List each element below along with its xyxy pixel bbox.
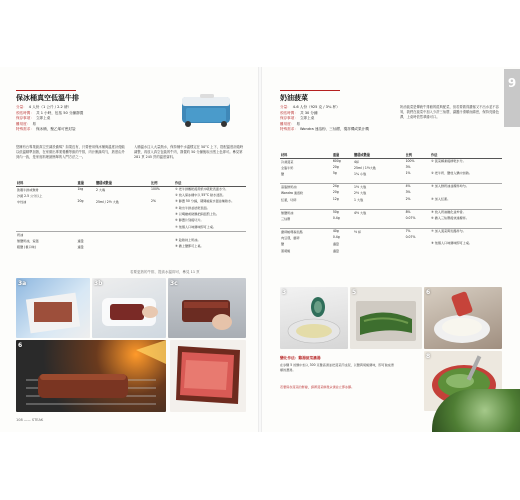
table-cell: 50g [332,210,353,216]
method-step: ⑤ 放入奶油融化並炒香。 [430,210,502,216]
table-cell: 4杯 [354,159,360,164]
table-cell: 磨碎帕瑪森乳酪 [280,229,332,235]
step-photo-3c [168,278,246,338]
column-header: 作法 [174,180,246,186]
left-page [0,67,258,432]
sliced-steak-photo [170,340,246,412]
step-photo-3 [280,287,348,349]
step-photo-3b [92,278,166,338]
table-cell: 0.4g [332,215,340,220]
recipe-title: 奶油菠菜 [280,94,308,102]
method-step: ③ 加入鮮奶油並攪拌均勻。 [430,184,502,190]
method-step: ② 放入保冰桶中以 55°C 熱水浸泡。 [175,192,226,197]
step-label: 3 [282,289,287,296]
method-step: ⑧ 依個人口味調味即可上桌。 [431,241,472,246]
meta-key: 預估時間： [16,110,34,115]
meta-value: 保冰桶，聚乙烯可密封袋 [35,127,76,132]
table-cell: 20g [332,164,339,169]
table-cell: 20g [332,190,339,195]
table-cell: 0.4g [332,235,340,240]
table-cell: 全脂牛奶 [281,165,294,170]
meta-value: 易 [296,121,300,126]
meta-value: 易 [32,121,36,126]
tip-text: 若要保存菠菜的鮮綠，請將菠菜稍微汆燙並立即冰鎮。 [280,385,355,389]
table-cell: Wondra 速溶粉 [281,191,304,196]
intro-paragraph-2: 入桶溫水注入大量熱水，保持桶中水溫穩定在 50°C 上下，搭配溫度計隨時調整，再放入真空包裝的牛肉，靜置約 50 分鐘後取出煎上色即可。參見第 281 頁 245 頁的溫度資料。 [134,145,244,160]
method-step: ⑦ 加入菠菜與乳酪拌勻。 [430,229,502,235]
table-cell: 適量 [77,238,84,243]
meta-value: Wondra 速溶粉、三仙膠，攪拌機或果汁機 [299,127,369,132]
method-step [430,248,502,254]
table-cell: 高脂鮮奶油 [280,184,332,190]
meta-key: 保存事項： [280,116,298,121]
step-label: 8 [426,353,431,360]
page-folio: 108 —— STEAK [16,418,44,422]
meta-value: 共 30 分鐘 [299,110,318,115]
table-cell: 1½ 大匙 [353,184,405,190]
meta-value: 共 1 小時，包括 50 分鐘靜置 [35,110,84,115]
meta-row [16,127,83,133]
table-cell: 1¼ 小匙 [354,172,367,177]
recipe-meta [16,105,83,133]
method-step: ③ 靜置 50 分鐘，期間檢查水溫並補熱水。 [175,199,235,204]
column-header: 比例 [405,152,430,158]
meta-row [280,127,369,133]
method-step: ⑧ 趁熱抹上奶油。 [175,237,201,242]
table-cell: 奶油 [16,231,77,237]
table-cell: 12g [332,196,339,201]
meta-key: 特殊需求： [16,127,34,132]
table-cell: 8% [405,210,430,216]
table-cell: 20g [77,199,84,204]
meta-key: 難易度： [280,121,295,126]
method-step: ④ 取出牛排並拭乾表面。 [175,205,210,210]
meta-key: 預估時間： [280,110,298,115]
column-header: 材料 [16,180,77,186]
table-cell: 0.07% [405,215,416,220]
step-label: 5 [352,289,357,296]
column-header: 重量 [77,180,95,186]
method-step: ① 把牛排擦乾後用紙巾吸乾表面水分。 [175,186,229,191]
table-cell [353,248,405,254]
table-cell: 3% [405,164,411,169]
step-label: 3c [170,280,178,287]
method-step: ④ 加入紅蔥。 [431,196,451,201]
title-rule [16,90,76,91]
method-step: ② 把牛奶、鹽放入鍋中加熱。 [431,171,472,176]
variation-text: 在步驟 5 的鍋中加入 300 克雞高湯並把菠菜打成泥，以鹽與胡椒調味，即可做成滑順的濃湯。 [280,363,394,372]
meta-value: 立即上桌 [299,116,315,121]
step-label: 3b [94,280,103,287]
table-cell: 1% [405,171,411,176]
column-header: 作法 [430,152,502,158]
intro-paragraph-1: 您擁有台專業級真空烹調設備嗎？如果沒有，只要使用保冰桶與溫度計便能以低溫精準加熱，在家做出專業餐廳等級的牛排，肉汁飽滿均勻，熟度由外到內一致，是家庭料理最簡單的入門方法之一。 [16,145,125,160]
table-row [16,244,246,250]
meta-key: 分量： [16,105,27,109]
table-cell: 適量 [77,244,84,249]
recipe-meta [280,105,369,133]
table-cell: 100% [151,186,160,191]
method-step: ⑤ 以噴槍或熱鍋把兩面煎上色。 [175,211,219,216]
step-photo-5 [350,287,422,349]
variation-heading: 變化作法：雞湯菠菜濃湯 [280,356,321,360]
table-cell: 100% [405,158,415,163]
column-header: 體積或數量 [353,152,405,158]
table-cell: 粗鹽 (視口味) [17,244,36,249]
intro-paragraph: 奶油菠菜是傳統牛排館的經典配菜，但若要做得濃郁又不出水並不容易，我們在菠菜中加入少許三仙膠，讓醬汁滑順而綿密，保持亮綠色澤，上桌時依然翠綠可口。 [400,105,499,120]
table-cell: 適量 [332,242,340,247]
ingredient-table [280,152,502,254]
cooler-photo [178,91,236,129]
table-cell: 2% [405,196,411,201]
method-step: ① 菠菜解凍後擠乾水分。 [431,158,466,163]
table-cell: 0.07% [405,235,416,240]
method-step: ⑥ 撒入三仙膠後快速攪拌。 [431,215,469,220]
meta-key: 難易度： [16,121,31,126]
column-header: 體積或數量 [95,180,150,186]
step-photo-6 [424,287,502,349]
step-label: 6 [426,289,431,296]
table-cell: 24g [332,184,353,190]
step-photo-6 [16,340,166,412]
table-cell: 無鹽奶油，室溫 [17,238,39,243]
column-header: 重量 [332,152,353,158]
table-cell: 2 大塊 [95,187,106,192]
table-cell: 無鹽奶油 [280,210,332,216]
table-cell: 4½ 大匙 [353,210,405,216]
recipe-title: 保冰桶真空低溫牛排 [16,94,79,102]
table-cell: 25ml / 2½ 大匙 [95,200,119,205]
table-cell: 紅蔥，切碎 [281,197,297,202]
table-cell: 黑胡椒 [281,248,291,253]
table-cell: 冷凍菠菜 [281,159,294,164]
table-cell: 5g [332,171,337,176]
title-rule [280,90,340,91]
table-cell: 鹽 [281,242,285,247]
step-label: 6 [18,342,23,349]
meta-value: 4-6 人份（925 克 / 3¾ 杯） [292,105,340,109]
table-cell: 4% [405,184,430,190]
table-cell [95,244,150,250]
column-header: 比例 [150,180,174,186]
meta-key: 保存事項： [16,116,34,121]
meta-value: 4 人份（1 公斤 / 2.2 磅） [28,105,72,109]
meta-value: 立即上桌 [35,116,51,121]
table-cell: 三仙膠 [281,216,291,221]
table-cell: 3% [405,190,411,195]
step-label: 3a [18,280,27,287]
table-cell: 鹽 [281,172,285,177]
table-cell: 沙朗 2.5 公分以上 [17,193,43,198]
column-header: 材料 [280,152,332,158]
table-cell: 肋眼牛排或無骨 [17,187,39,192]
method-step: ⑨ 撒上鹽即可上桌。 [175,243,204,248]
method-step: ⑥ 靜置片刻後切片。 [175,218,204,223]
table-cell: 2% [151,199,156,204]
table-cell: 2½ 大匙 [354,191,367,196]
table-cell: 1kg [77,186,84,191]
ingredient-table [16,180,246,250]
table-note: 若要更熟的牛排，提高水溫即可，參見 11 頁 [130,270,200,274]
table-cell: 1 大匙 [354,197,364,202]
step-photo-3a [16,278,90,338]
table-row [280,248,502,254]
table-cell: 25ml / 1½大匙 [354,165,377,170]
table-cell: 適量 [332,248,340,253]
method-step: ⑦ 依個人口味調味即可上桌。 [175,224,216,229]
meta-key: 特殊需求： [280,127,298,132]
table-cell: 40g [332,229,353,235]
table-cell: 中性油 [17,200,27,205]
chapter-tab: 9 [504,69,520,127]
right-page [262,67,520,432]
table-cell [405,248,430,254]
table-cell [150,244,174,250]
table-cell: 600g [332,158,341,163]
table-cell: ½ 杯 [353,229,405,235]
table-cell: 肉豆蔻，磨碎 [281,236,300,241]
meta-key: 分量： [280,105,291,109]
table-cell: 7% [405,229,430,235]
